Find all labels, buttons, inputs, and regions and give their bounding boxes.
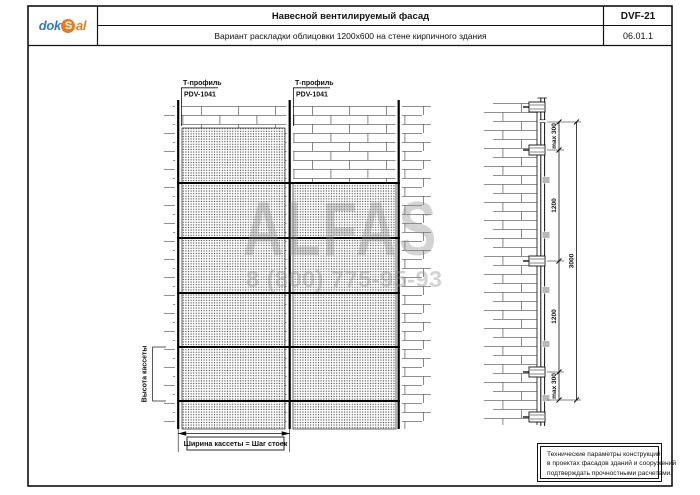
dim-max300-bottom: max 300 xyxy=(550,373,558,399)
drawing-title: Навесной вентилируемый фасад xyxy=(271,10,430,22)
note-line-3: подтверждать прочностными расчетами. xyxy=(547,470,673,478)
section-dimensions xyxy=(547,120,581,403)
note-line-1: Технические параметры конструкций xyxy=(547,450,661,458)
technical-note-text xyxy=(540,446,677,479)
company-logo xyxy=(28,6,97,45)
watermark-phone: 8 (800) 775-95-93 xyxy=(246,266,443,292)
drawing-code: DVF-21 xyxy=(620,10,656,22)
dim-1200-upper: 1200 xyxy=(550,198,558,213)
section-view xyxy=(484,98,581,426)
dim-1200-lower: 1200 xyxy=(550,309,558,324)
dim-cassette-height xyxy=(153,347,167,401)
dim-3000-total: 3000 xyxy=(568,253,576,269)
sheet-number: 06.01.1 xyxy=(622,30,654,41)
arrow-left xyxy=(178,431,186,435)
watermark-text: ALFAS xyxy=(243,187,439,272)
technical-note-box xyxy=(537,443,677,482)
profile-label-1-line1: Т-профиль xyxy=(183,80,222,87)
arrow-right xyxy=(282,431,290,435)
logo-s-ball-icon: S xyxy=(61,19,75,33)
profile-label-2-line2: PDV-1041 xyxy=(296,91,328,99)
logo-al: al xyxy=(75,18,87,33)
logo-dok: dok xyxy=(38,18,61,33)
dim-cassette-width-label: Ширина кассеты = Шаг стоек xyxy=(183,439,288,448)
profile-label-2-line1: Т-профиль xyxy=(295,80,334,87)
profile-label-1-line2: PDV-1041 xyxy=(184,91,216,99)
drawing-subtitle: Вариант раскладки облицовки 1200x600 на стене кирпичного здания xyxy=(214,30,487,41)
note-line-2: в проектах фасадов зданий и сооружений xyxy=(547,460,677,468)
dim-cassette-height-label: Высота кассеты xyxy=(141,345,149,403)
dim-max300-top: max 300 xyxy=(550,123,558,149)
front-view xyxy=(142,80,432,452)
